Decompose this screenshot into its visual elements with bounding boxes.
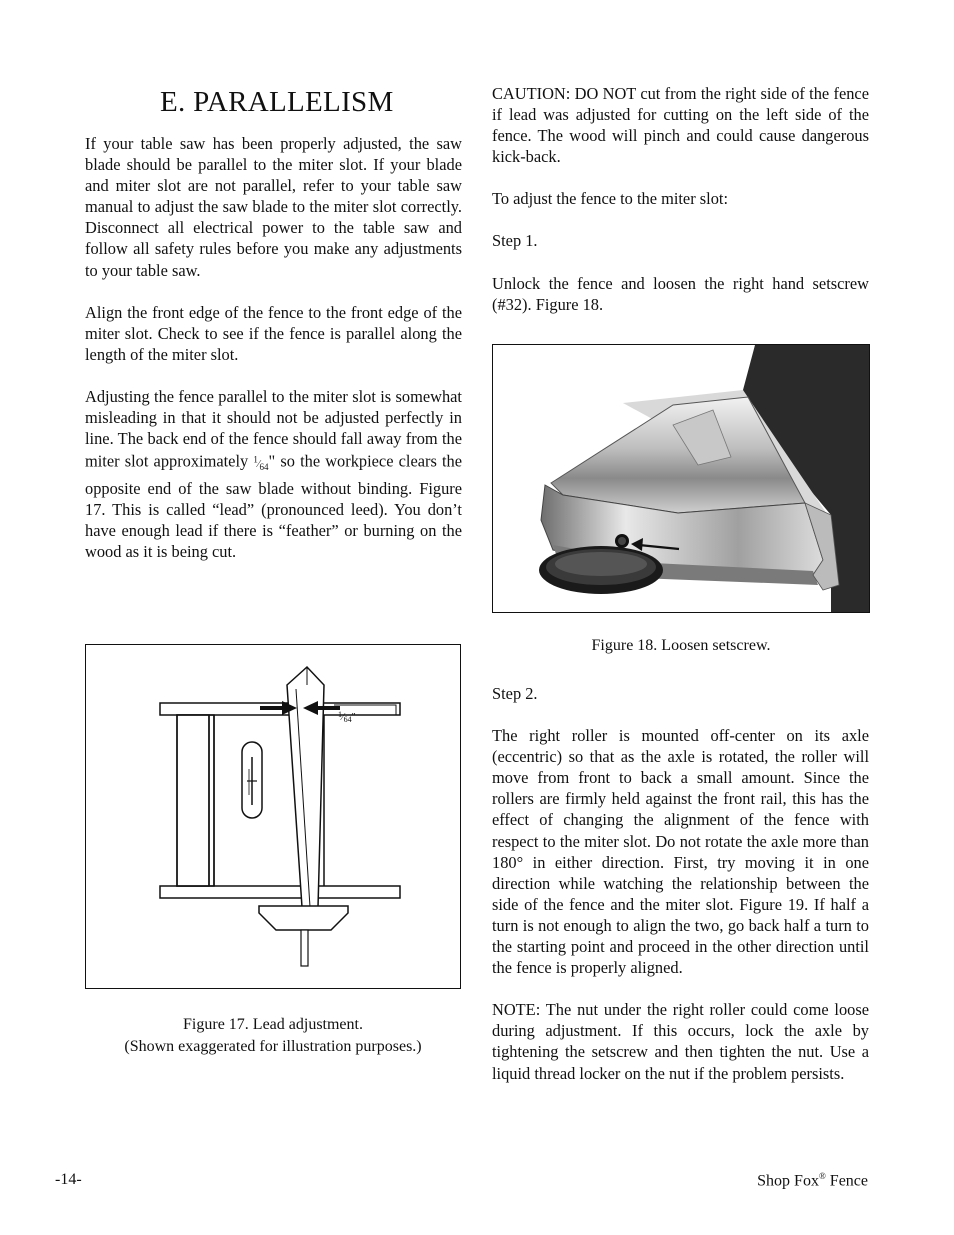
step1-title: Step 1. — [492, 231, 538, 251]
caption-17-line1: Figure 17. Lead adjustment. — [183, 1016, 363, 1033]
step1-text: Unlock the fence and loosen the right hand setscrew (#32). Figure 18. — [492, 273, 869, 314]
lead-adjustment-drawing — [86, 645, 460, 988]
caution-paragraph: CAUTION: DO NOT cut from the right side of the fence if lead was adjusted for cutting on the left side of the fence. The wood will pinch and could cause dangerous kick-back. — [492, 84, 869, 167]
step2-text: The right roller is mounted off-center on its axle (eccentric) so that as the axle is rotated, the roller will move from front to back a small amount. Since the rollers are firmly held against the front rail, this has the effect of changing the alignment of the fence with respect to the miter slot. Do not rotate the axle more than 180° in either direction. First, try moving it in one direction while watching the relationship between the side of the fence and the miter slot. Figure 19. If half a turn is not enough to align the two, go back half a turn to the starting point and proceed in the other direction until the fence is properly aligned. — [492, 726, 869, 978]
adjust-intro: To adjust the fence to the miter slot: — [492, 189, 728, 209]
caption-17-line2: (Shown exaggerated for illustration purposes.) — [124, 1038, 422, 1055]
setscrew-photo-illustration — [493, 345, 869, 612]
figure-17-caption — [85, 1014, 461, 1058]
lead-text-a: Adjusting the fence parallel to the miter slot is somewhat misleading in that it should not be adjusted perfectly in line. The back end of the fence should fall away from the miter slot approximately — [85, 386, 462, 471]
figure-18-photo — [492, 344, 870, 613]
lead-text-b: " so the workpiece clears the opposite end of the saw blade without binding. Figure 17. This is called “lead” (pronounced leed). You don’t have enough lead if there is “feather” or burning on the wood as it is being cut. — [85, 451, 462, 561]
fence-body — [287, 667, 324, 907]
page-number: -14- — [55, 1171, 82, 1188]
figure-17-lead-diagram — [85, 644, 461, 989]
note-paragraph: NOTE: The nut under the right roller could come loose during adjustment. If this occurs, lock the axle by tightening the setscrew and then tighten the nut. Use a liquid thread locker on the nut if the problem persists. — [492, 1000, 869, 1083]
fence-handle — [301, 930, 308, 966]
table-left-section — [177, 715, 209, 886]
step2-title: Step 2. — [492, 684, 538, 703]
footer-brand: Shop Fox® Fence — [757, 1171, 868, 1190]
left-column — [85, 80, 462, 562]
paragraph-align: Align the front edge of the fence to the front edge of the miter slot. Check to see if the fence is parallel along the length of the miter slot. — [85, 302, 462, 364]
paragraph-lead — [85, 386, 462, 562]
front-rail — [160, 886, 400, 898]
fraction-1-64: $^1⁄_{64}$ — [253, 454, 269, 472]
dimension-label: $^1⁄_{64}$" — [338, 710, 356, 724]
right-column-upper — [492, 83, 869, 315]
section-heading: E. PARALLELISM — [160, 86, 394, 118]
figure-18-caption: Figure 18. Loosen setscrew. — [591, 637, 771, 654]
fence-head — [259, 906, 348, 930]
paragraph-intro: If your table saw has been properly adjusted, the saw blade should be parallel to the miter slot. If your blade and miter slot are not parallel, refer to your table saw manual to adjust the saw blade to the miter slot correctly. Disconnect all electrical power to the table saw and follow all safety rules before you make any adjustments to your table saw. — [85, 134, 462, 280]
right-column-lower — [492, 683, 869, 1084]
